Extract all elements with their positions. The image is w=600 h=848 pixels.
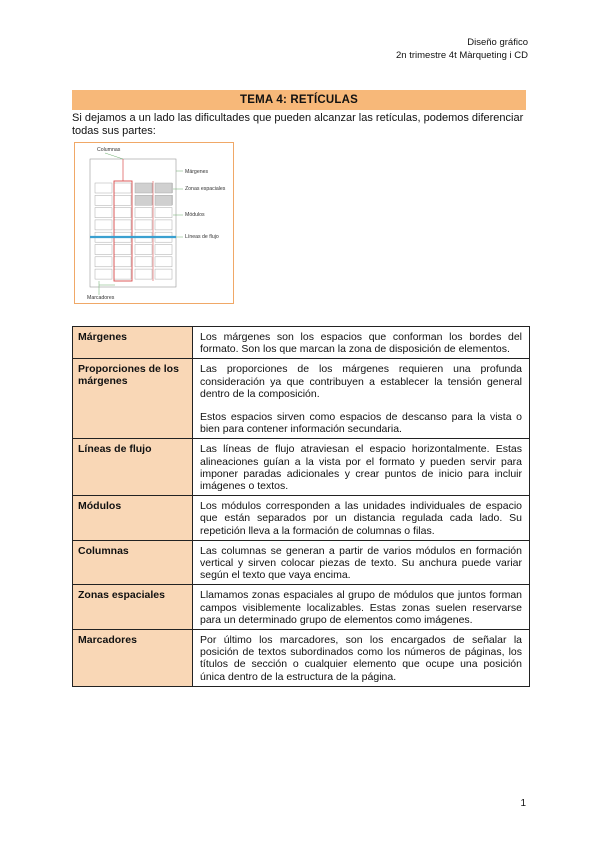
zone-module	[155, 183, 173, 193]
label-lineas: Líneas de flujo	[185, 234, 219, 240]
definition-cell	[193, 327, 529, 358]
page-number: 1	[520, 798, 526, 809]
page-outline	[90, 159, 176, 287]
definition-paragraph: Llamamos zonas espaciales al grupo de módulos que juntos forman campos visiblemente localizables. Estas zonas suelen reservarse para un determinado grupo de elementos como imágenes.	[200, 589, 522, 626]
definition-paragraph: Las líneas de flujo atraviesan el espacio horizontalmente. Estas alineaciones guían a la vista por el formato y pueden servir para imponer paradas adicionales y crear puntos de inicio para incluir imágenes o textos.	[200, 443, 522, 493]
table-row	[73, 359, 529, 439]
header-course: Diseño gráfico	[467, 37, 528, 48]
definition-paragraph: Las columnas se generan a partir de varios módulos en formación vertical y sirven colocar piezas de texto. Su anchura puede variar según el texto que vaya encima.	[200, 544, 522, 582]
zone-module	[155, 195, 173, 205]
section-title: TEMA 4: RETÍCULAS	[72, 90, 526, 110]
term-cell: Proporciones de los márgenes	[73, 359, 193, 438]
definition-paragraph: Estos espacios sirven como espacios de descanso para la vista o bien para contener información secundaria.	[200, 411, 522, 436]
table-row	[73, 630, 529, 686]
columnas-pointer	[105, 153, 123, 159]
terms-table	[72, 326, 530, 687]
label-marcadores: Marcadores	[87, 295, 115, 301]
term-cell: Módulos	[73, 496, 193, 540]
definition-cell	[193, 439, 529, 495]
definition-cell	[193, 359, 529, 438]
zone-module	[135, 183, 153, 193]
table-row	[73, 585, 529, 630]
header-term: 2n trimestre 4t Màrqueting i CD	[396, 50, 528, 61]
label-margenes: Márgenes	[185, 169, 209, 175]
label-modulos: Módulos	[185, 212, 205, 218]
term-cell: Líneas de flujo	[73, 439, 193, 495]
definition-cell	[193, 496, 529, 540]
page-header	[396, 36, 528, 62]
table-row	[73, 439, 529, 496]
intro-paragraph: Si dejamos a un lado las dificultades que pueden alcanzar las retículas, podemos diferenciar todas sus partes:	[72, 112, 524, 137]
definition-paragraph: Las proporciones de los márgenes requieren una profunda consideración ya que contribuyen a establecer la tensión general dentro de la composición.	[200, 363, 522, 400]
grid-diagram	[74, 142, 234, 304]
definition-paragraph: Por último los marcadores, son los encargados de señalar la posición de textos subordinados como los números de páginas, los títulos de sección o cualquier elemento que ocupe una posición única dentro de la estructura de la página.	[200, 634, 522, 683]
definition-paragraph: Los márgenes son los espacios que conforman los bordes del formato. Son los que marcan la zona de disposición de elementos.	[200, 331, 522, 356]
definition-cell	[193, 630, 529, 686]
table-row	[73, 541, 529, 586]
label-columnas: Columnas	[97, 147, 121, 153]
term-cell: Columnas	[73, 541, 193, 585]
definition-cell	[193, 585, 529, 629]
label-zonas: Zonas espaciales	[185, 186, 226, 192]
term-cell: Zonas espaciales	[73, 585, 193, 629]
zone-module	[135, 195, 153, 205]
term-cell: Márgenes	[73, 327, 193, 358]
grid-diagram-drawing	[75, 143, 233, 302]
table-row	[73, 496, 529, 541]
table-row	[73, 327, 529, 359]
definition-cell	[193, 541, 529, 585]
term-cell: Marcadores	[73, 630, 193, 686]
definition-paragraph: Los módulos corresponden a las unidades individuales de espacio que están separados por un distancia regulada cada lado. Su repetición lleva a la formación de columnas o filas.	[200, 500, 522, 537]
